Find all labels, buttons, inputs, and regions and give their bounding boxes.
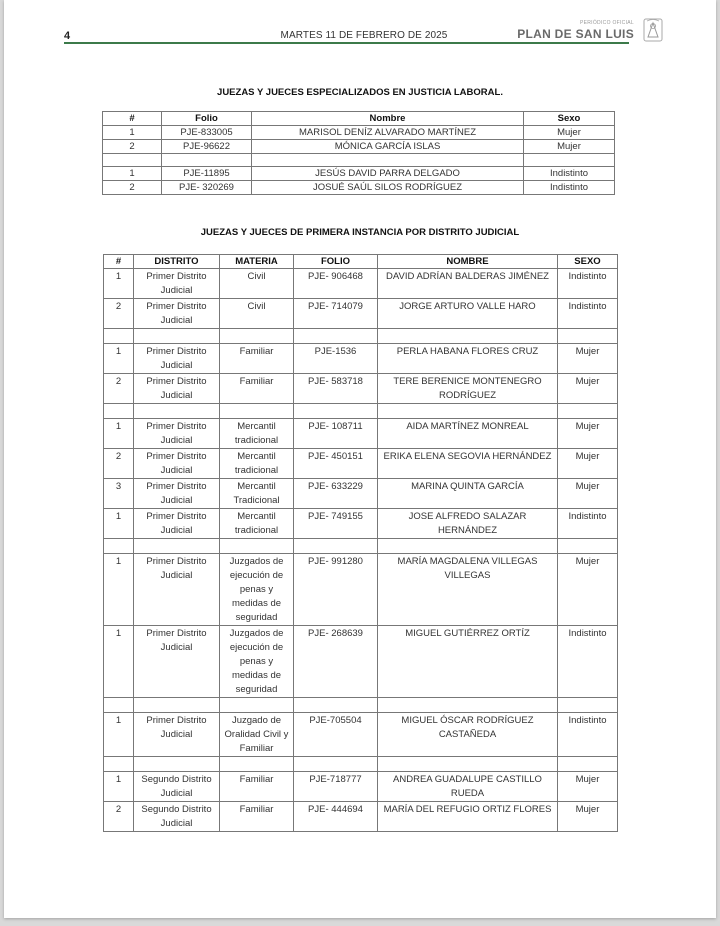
cell-distrito xyxy=(134,404,220,419)
table-spacer-row xyxy=(103,154,615,167)
cell-folio: PJE- 633229 xyxy=(294,479,378,509)
table-row xyxy=(104,299,618,329)
cell-folio: PJE- 906468 xyxy=(294,269,378,299)
cell-nombre: MARINA QUINTA GARCÍA xyxy=(378,479,558,509)
cell-materia: Mercantil tradicional xyxy=(220,509,294,539)
cell-num: 1 xyxy=(103,126,162,140)
cell-sexo: Indistinto xyxy=(558,509,618,539)
cell-distrito: Primer Distrito Judicial xyxy=(134,713,220,757)
table-spacer-row xyxy=(104,539,618,554)
cell-sexo: Mujer xyxy=(558,802,618,832)
cell-num: 2 xyxy=(103,140,162,154)
cell-folio: PJE-718777 xyxy=(294,772,378,802)
cell-num: 1 xyxy=(104,269,134,299)
cell-num: 1 xyxy=(104,713,134,757)
cell-num: 1 xyxy=(104,419,134,449)
table-row xyxy=(104,374,618,404)
cell-distrito: Primer Distrito Judicial xyxy=(134,626,220,698)
cell-sexo: Mujer xyxy=(558,419,618,449)
cell-sexo: Indistinto xyxy=(558,626,618,698)
cell-distrito: Segundo Distrito Judicial xyxy=(134,772,220,802)
publication-date: MARTES 11 DE FEBRERO DE 2025 xyxy=(280,30,448,41)
cell-nombre: MÓNICA GARCÍA ISLAS xyxy=(252,140,524,154)
cell-folio: PJE- 268639 xyxy=(294,626,378,698)
col-header-nombre: NOMBRE xyxy=(378,255,558,269)
cell-nombre: MIGUEL ÓSCAR RODRÍGUEZ CASTAÑEDA xyxy=(378,713,558,757)
cell-sexo: Mujer xyxy=(524,126,615,140)
cell-materia: Familiar xyxy=(220,772,294,802)
cell-folio: PJE- 320269 xyxy=(162,181,252,195)
cell-sexo: Mujer xyxy=(524,140,615,154)
cell-distrito: Primer Distrito Judicial xyxy=(134,269,220,299)
table-header-row xyxy=(103,112,615,126)
cell-sexo: Mujer xyxy=(558,479,618,509)
cell-folio xyxy=(162,154,252,167)
cell-nombre: MARISOL DENÍZ ALVARADO MARTÍNEZ xyxy=(252,126,524,140)
cell-num: 2 xyxy=(104,299,134,329)
cell-sexo xyxy=(524,154,615,167)
cell-nombre xyxy=(252,154,524,167)
cell-sexo: Mujer xyxy=(558,772,618,802)
cell-nombre: AIDA MARTÍNEZ MONREAL xyxy=(378,419,558,449)
cell-sexo: Indistinto xyxy=(558,269,618,299)
cell-num: 3 xyxy=(104,479,134,509)
cell-folio: PJE-705504 xyxy=(294,713,378,757)
publication-brand xyxy=(517,20,634,41)
table-row xyxy=(104,626,618,698)
cell-num: 1 xyxy=(104,509,134,539)
cell-nombre: MIGUEL GUTIÉRREZ ORTÍZ xyxy=(378,626,558,698)
cell-nombre: JESÚS DAVID PARRA DELGADO xyxy=(252,167,524,181)
cell-sexo: Mujer xyxy=(558,374,618,404)
col-header-num: # xyxy=(103,112,162,126)
cell-folio: PJE- 108711 xyxy=(294,419,378,449)
cell-num: 2 xyxy=(103,181,162,195)
table-spacer-row xyxy=(104,757,618,772)
cell-sexo xyxy=(558,698,618,713)
cell-distrito: Primer Distrito Judicial xyxy=(134,509,220,539)
cell-materia xyxy=(220,757,294,772)
cell-distrito: Primer Distrito Judicial xyxy=(134,554,220,626)
cell-distrito: Primer Distrito Judicial xyxy=(134,449,220,479)
cell-sexo: Indistinto xyxy=(524,167,615,181)
cell-folio: PJE- 444694 xyxy=(294,802,378,832)
table-row xyxy=(104,344,618,374)
cell-materia: Civil xyxy=(220,269,294,299)
page-number: 4 xyxy=(64,30,71,42)
cell-materia xyxy=(220,539,294,554)
cell-folio xyxy=(294,757,378,772)
cell-nombre xyxy=(378,698,558,713)
cell-num: 1 xyxy=(104,554,134,626)
table-primera-instancia xyxy=(103,254,618,832)
table-row xyxy=(103,167,615,181)
publication-name: PLAN DE SAN LUIS xyxy=(517,27,634,41)
cell-materia xyxy=(220,404,294,419)
cell-sexo xyxy=(558,539,618,554)
section-title-primera-instancia: JUEZAS Y JUECES DE PRIMERA INSTANCIA POR DISTRITO JUDICIAL xyxy=(200,227,520,238)
col-header-folio: Folio xyxy=(162,112,252,126)
cell-materia: Familiar xyxy=(220,802,294,832)
cell-distrito: Primer Distrito Judicial xyxy=(134,479,220,509)
cell-materia: Juzgados de ejecución de penas y medidas de seguridad xyxy=(220,626,294,698)
table-row xyxy=(104,269,618,299)
cell-distrito xyxy=(134,539,220,554)
cell-folio xyxy=(294,404,378,419)
cell-materia: Mercantil Tradicional xyxy=(220,479,294,509)
cell-folio: PJE-1536 xyxy=(294,344,378,374)
cell-num xyxy=(104,404,134,419)
cell-sexo xyxy=(558,329,618,344)
cell-num xyxy=(104,757,134,772)
cell-folio: PJE- 714079 xyxy=(294,299,378,329)
cell-folio: PJE- 583718 xyxy=(294,374,378,404)
col-header-distrito: DISTRITO xyxy=(134,255,220,269)
col-header-sexo: Sexo xyxy=(524,112,615,126)
table-row xyxy=(103,126,615,140)
table-header-row xyxy=(104,255,618,269)
cell-sexo: Indistinto xyxy=(558,299,618,329)
cell-materia: Mercantil tradicional xyxy=(220,449,294,479)
cell-sexo: Indistinto xyxy=(524,181,615,195)
cell-sexo xyxy=(558,404,618,419)
cell-materia: Mercantil tradicional xyxy=(220,419,294,449)
cell-num xyxy=(104,698,134,713)
cell-nombre: PERLA HABANA FLORES CRUZ xyxy=(378,344,558,374)
cell-nombre: JOSUÉ SAÚL SILOS RODRÍGUEZ xyxy=(252,181,524,195)
cell-nombre: MARÍA MAGDALENA VILLEGAS VILLEGAS xyxy=(378,554,558,626)
col-header-materia: MATERIA xyxy=(220,255,294,269)
cell-num: 2 xyxy=(104,802,134,832)
table-justicia-laboral xyxy=(102,111,615,195)
cell-materia xyxy=(220,698,294,713)
table-spacer-row xyxy=(104,404,618,419)
table-row xyxy=(104,713,618,757)
cell-distrito: Primer Distrito Judicial xyxy=(134,299,220,329)
cell-folio xyxy=(294,329,378,344)
cell-sexo: Mujer xyxy=(558,344,618,374)
cell-nombre xyxy=(378,329,558,344)
cell-materia xyxy=(220,329,294,344)
col-header-num: # xyxy=(104,255,134,269)
col-header-nombre: Nombre xyxy=(252,112,524,126)
cell-materia: Juzgado de Oralidad Civil y Familiar xyxy=(220,713,294,757)
cell-distrito: Segundo Distrito Judicial xyxy=(134,802,220,832)
cell-num xyxy=(103,154,162,167)
cell-num: 1 xyxy=(104,772,134,802)
cell-folio: PJE-833005 xyxy=(162,126,252,140)
cell-folio: PJE- 991280 xyxy=(294,554,378,626)
cell-distrito xyxy=(134,698,220,713)
cell-num: 2 xyxy=(104,449,134,479)
cell-nombre: MARÍA DEL REFUGIO ORTIZ FLORES xyxy=(378,802,558,832)
cell-folio xyxy=(294,698,378,713)
section-title-justicia-laboral: JUEZAS Y JUECES ESPECIALIZADOS EN JUSTICIA LABORAL. xyxy=(217,87,503,98)
table-row xyxy=(104,554,618,626)
table-row xyxy=(103,181,615,195)
cell-nombre xyxy=(378,539,558,554)
document-page xyxy=(4,0,716,918)
table-row xyxy=(104,509,618,539)
cell-num: 1 xyxy=(104,626,134,698)
cell-num xyxy=(104,329,134,344)
cell-distrito: Primer Distrito Judicial xyxy=(134,374,220,404)
cell-folio xyxy=(294,539,378,554)
cell-sexo: Mujer xyxy=(558,449,618,479)
cell-sexo: Indistinto xyxy=(558,713,618,757)
cell-sexo xyxy=(558,757,618,772)
col-header-sexo: SEXO xyxy=(558,255,618,269)
cell-distrito xyxy=(134,329,220,344)
cell-nombre xyxy=(378,404,558,419)
cell-folio: PJE- 450151 xyxy=(294,449,378,479)
cell-materia: Familiar xyxy=(220,344,294,374)
table-spacer-row xyxy=(104,698,618,713)
publication-small-label: PERIÓDICO OFICIAL xyxy=(580,20,634,26)
cell-num: 1 xyxy=(104,344,134,374)
cell-nombre xyxy=(378,757,558,772)
cell-nombre: DAVID ADRÍAN BALDERAS JIMÉNEZ xyxy=(378,269,558,299)
cell-materia: Juzgados de ejecución de penas y medidas de seguridad xyxy=(220,554,294,626)
cell-nombre: JORGE ARTURO VALLE HARO xyxy=(378,299,558,329)
cell-num xyxy=(104,539,134,554)
cell-materia: Familiar xyxy=(220,374,294,404)
header-divider xyxy=(64,42,629,44)
table-row xyxy=(104,802,618,832)
cell-num: 1 xyxy=(103,167,162,181)
cell-folio: PJE-11895 xyxy=(162,167,252,181)
table-row xyxy=(103,140,615,154)
cell-nombre: ANDREA GUADALUPE CASTILLO RUEDA xyxy=(378,772,558,802)
cell-nombre: ERIKA ELENA SEGOVIA HERNÁNDEZ xyxy=(378,449,558,479)
col-header-folio: FOLIO xyxy=(294,255,378,269)
table-row xyxy=(104,772,618,802)
cell-distrito xyxy=(134,757,220,772)
table-spacer-row xyxy=(104,329,618,344)
cell-folio: PJE- 749155 xyxy=(294,509,378,539)
cell-materia: Civil xyxy=(220,299,294,329)
cell-nombre: TERE BERENICE MONTENEGRO RODRÍGUEZ xyxy=(378,374,558,404)
cell-nombre: JOSE ALFREDO SALAZAR HERNÁNDEZ xyxy=(378,509,558,539)
cell-num: 2 xyxy=(104,374,134,404)
table-row xyxy=(104,479,618,509)
table-row xyxy=(104,449,618,479)
state-coat-of-arms-icon xyxy=(642,17,664,43)
cell-folio: PJE-96622 xyxy=(162,140,252,154)
cell-distrito: Primer Distrito Judicial xyxy=(134,344,220,374)
cell-sexo: Mujer xyxy=(558,554,618,626)
table-row xyxy=(104,419,618,449)
cell-distrito: Primer Distrito Judicial xyxy=(134,419,220,449)
